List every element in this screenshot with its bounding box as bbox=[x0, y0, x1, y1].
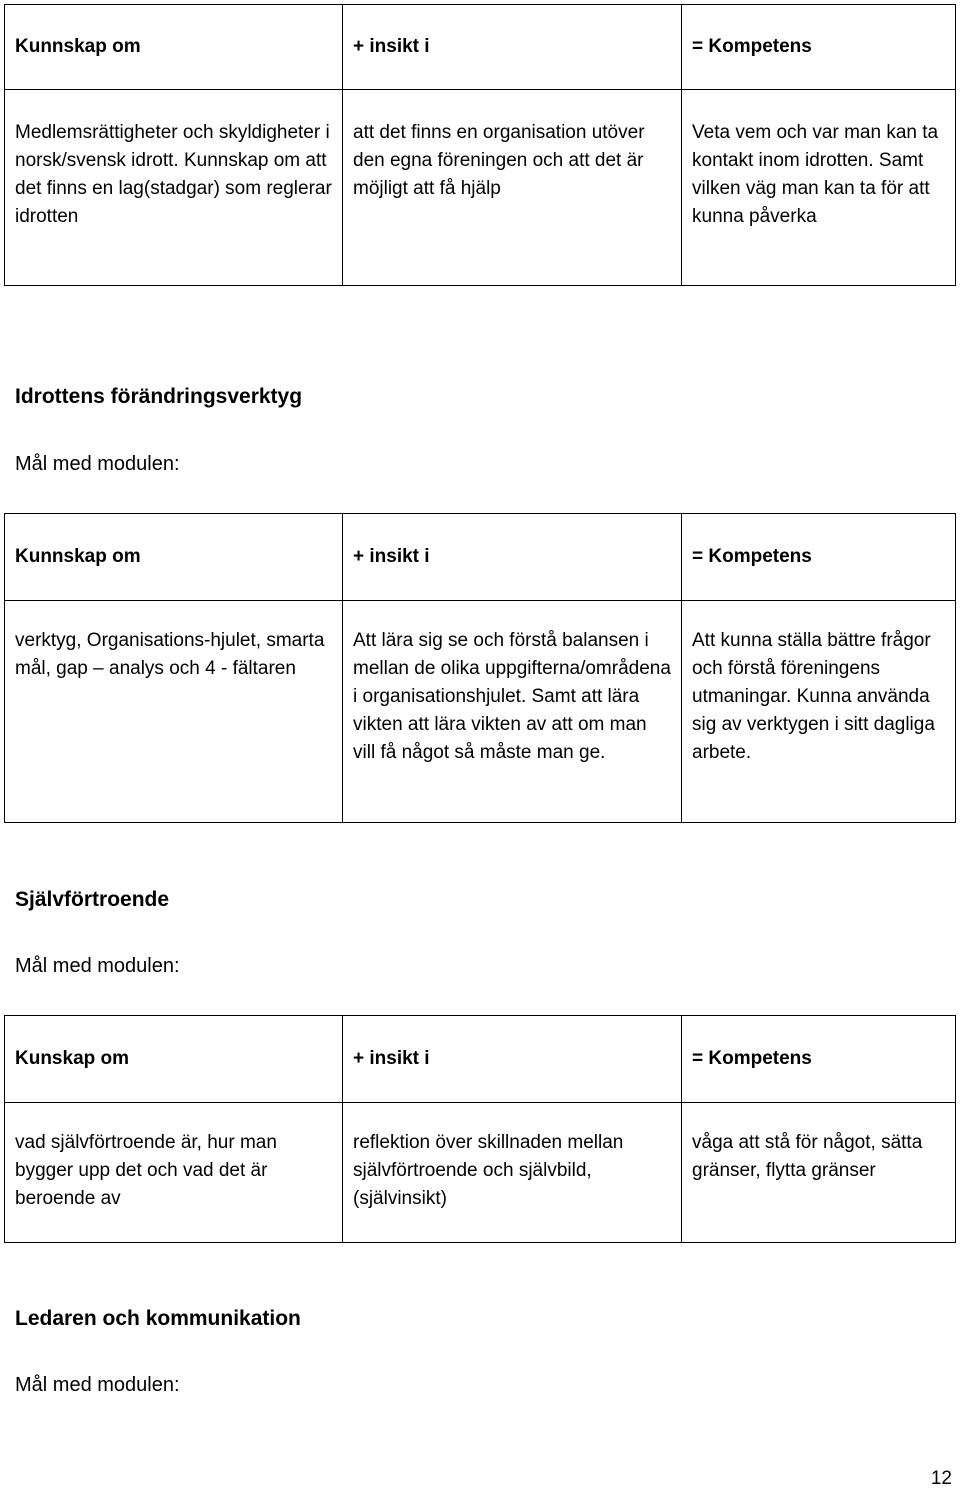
cell-insight: att det finns en organisation utöver den egna föreningen och att det är möjligt att få hjälp bbox=[343, 90, 682, 286]
header-competence: = Kompetens bbox=[682, 5, 956, 90]
header-insight: + insikt i bbox=[343, 1016, 682, 1103]
page-number: 12 bbox=[930, 1468, 952, 1489]
cell-competence: Veta vem och var man kan ta kontakt inom idrotten. Samt vilken väg man kan ta för att kunna påverka bbox=[682, 90, 956, 286]
header-knowledge: Kunnskap om bbox=[5, 514, 343, 601]
header-knowledge: Kunnskap om bbox=[5, 5, 343, 90]
cell-competence: våga att stå för något, sätta gränser, flytta gränser bbox=[682, 1103, 956, 1243]
header-knowledge: Kunskap om bbox=[5, 1016, 343, 1103]
header-competence: = Kompetens bbox=[682, 1016, 956, 1103]
module-goal-label: Mål med modulen: bbox=[15, 955, 180, 977]
module-goal-label: Mål med modulen: bbox=[15, 1374, 180, 1396]
cell-knowledge: verktyg, Organisations-hjulet, smarta mål, gap – analys och 4 - fältaren bbox=[5, 601, 343, 823]
module-goal-label: Mål med modulen: bbox=[15, 453, 180, 475]
competence-table-1 bbox=[4, 4, 956, 286]
header-competence: = Kompetens bbox=[682, 514, 956, 601]
cell-insight: reflektion över skillnaden mellan självförtroende och självbild, (självinsikt) bbox=[343, 1103, 682, 1243]
header-insight: + insikt i bbox=[343, 514, 682, 601]
section-heading-self-confidence: Självförtroende bbox=[15, 888, 170, 911]
competence-table-3 bbox=[4, 1015, 956, 1243]
cell-insight: Att lära sig se och förstå balansen i mellan de olika uppgifterna/områdena i organisationshjulet. Samt att lära vikten att lära vikten av att om man vill få något så måste man ge. bbox=[343, 601, 682, 823]
section-heading-change-tools: Idrottens förändringsverktyg bbox=[15, 385, 303, 408]
section-heading-leadership: Ledaren och kommunikation bbox=[15, 1307, 301, 1330]
cell-knowledge: Medlemsrättigheter och skyldigheter i norsk/svensk idrott. Kunnskap om att det finns en lag(stadgar) som reglerar idrotten bbox=[5, 90, 343, 286]
header-insight: + insikt i bbox=[343, 5, 682, 90]
cell-knowledge: vad självförtroende är, hur man bygger upp det och vad det är beroende av bbox=[5, 1103, 343, 1243]
competence-table-2 bbox=[4, 513, 956, 823]
cell-competence: Att kunna ställa bättre frågor och förstå föreningens utmaningar. Kunna använda sig av verktygen i sitt dagliga arbete. bbox=[682, 601, 956, 823]
